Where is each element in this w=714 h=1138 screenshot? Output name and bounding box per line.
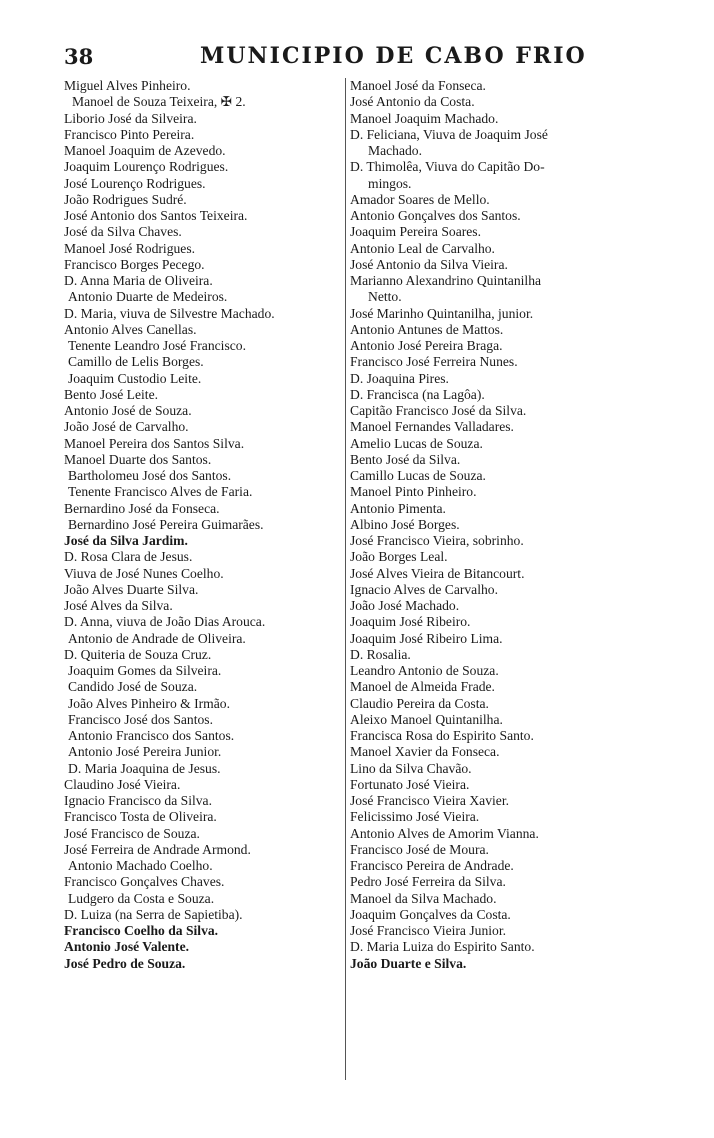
name-entry: José Francisco Vieira, sobrinho. xyxy=(350,533,524,548)
name-entry: Amador Soares de Mello. xyxy=(350,191,490,207)
name-entry: Amelio Lucas de Souza. xyxy=(350,435,483,451)
left-column-name-list xyxy=(64,78,347,972)
name-entry: Bartholomeu José dos Santos. xyxy=(68,468,232,483)
name-entry: Antonio de Andrade de Oliveira. xyxy=(68,630,246,646)
name-entry: D. Luiza (na Serra de Sapietiba). xyxy=(64,906,243,922)
page-header xyxy=(60,40,660,72)
name-entry: Ignacio Alves de Carvalho. xyxy=(350,581,498,597)
name-entry: Miguel Alves Pinheiro. xyxy=(64,78,191,93)
name-entry: Pedro José Ferreira da Silva. xyxy=(350,874,506,890)
name-entry: Bernardino José Pereira Guimarães. xyxy=(68,516,264,532)
name-entry: Joaquim José Ribeiro Lima. xyxy=(350,630,503,646)
column-divider xyxy=(345,78,346,1080)
name-entry: José Marinho Quintanilha, junior. xyxy=(350,305,534,321)
name-entry-text: Marianno Alexandrino Quintanilha xyxy=(350,273,542,288)
name-entry-text: D. Thimolêa, Viuva do Capitão Do- xyxy=(350,159,545,175)
name-entry: Francisco José dos Santos. xyxy=(68,711,213,727)
name-entry: Francisco Gonçalves Chaves. xyxy=(64,874,225,890)
name-entry: Ignacio Francisco da Silva. xyxy=(64,793,212,808)
name-entry: Manoel Fernandes Valladares. xyxy=(350,419,514,435)
name-entry xyxy=(350,127,634,160)
name-entry: Claudio Pereira da Costa. xyxy=(350,695,489,711)
name-entry: D. Anna Maria de Oliveira. xyxy=(64,273,213,288)
name-entry: Joaquim Lourenço Rodrigues. xyxy=(64,159,229,175)
name-entry: D. Francisca (na Lagôa). xyxy=(350,386,485,402)
name-entry: D. Joaquina Pires. xyxy=(350,370,449,386)
page-number: 38 xyxy=(64,44,94,69)
name-entry: Antonio Alves Canellas. xyxy=(64,321,197,337)
name-entry: Joaquim Gomes da Silveira. xyxy=(68,663,222,678)
name-entry: D. Rosa Clara de Jesus. xyxy=(64,549,193,565)
name-entry: D. Maria, viuva de Silvestre Machado. xyxy=(64,305,275,321)
name-entry: Bernardino José da Fonseca. xyxy=(64,500,220,516)
name-entry: João Alves Duarte Silva. xyxy=(64,581,199,597)
name-entry: Ludgero da Costa e Souza. xyxy=(68,890,215,906)
name-entry: Francisco Pinto Pereira. xyxy=(64,126,195,142)
name-entry: Bento José da Silva. xyxy=(350,451,461,467)
name-entry: Liborio José da Silveira. xyxy=(64,110,197,126)
name-entry xyxy=(350,273,634,306)
name-entry-continuation: mingos. xyxy=(368,175,412,191)
name-entry-continuation: Machado. xyxy=(368,143,422,158)
name-entry: Aleixo Manoel Quintanilha. xyxy=(350,711,503,727)
name-entry: Joaquim Pereira Soares. xyxy=(350,224,481,240)
name-entry: Capitão Francisco José da Silva. xyxy=(350,403,527,418)
name-entry: João José Machado. xyxy=(350,598,460,613)
name-entry: João José de Carvalho. xyxy=(64,419,189,435)
name-entry: João Rodrigues Sudré. xyxy=(64,191,187,207)
name-entry: Francisca Rosa do Espirito Santo. xyxy=(350,728,534,743)
name-entry-text: D. Feliciana, Viuva de Joaquim José xyxy=(350,126,548,142)
name-entry: Viuva de José Nunes Coelho. xyxy=(64,565,224,581)
name-entry: Joaquim Gonçalves da Costa. xyxy=(350,906,511,922)
name-entry: José Lourenço Rodrigues. xyxy=(64,175,206,191)
name-entry: José da Silva Chaves. xyxy=(64,224,182,240)
name-entry: Camillo de Lelis Borges. xyxy=(68,354,204,370)
name-entry: Manoel de Almeida Frade. xyxy=(350,679,495,695)
name-entry: Antonio José de Souza. xyxy=(64,403,192,418)
name-entry xyxy=(350,159,634,192)
name-entry: José Pedro de Souza. xyxy=(64,955,186,971)
name-entry: Antonio Gonçalves dos Santos. xyxy=(350,208,521,223)
name-entry: José Antonio dos Santos Teixeira. xyxy=(64,208,248,223)
name-entry: Francisco José de Moura. xyxy=(350,841,489,857)
name-entry: José da Silva Jardim. xyxy=(64,533,188,548)
name-entry: João Duarte e Silva. xyxy=(350,955,467,971)
name-entry: Manoel Joaquim Machado. xyxy=(350,110,499,126)
name-entry: José Alves da Silva. xyxy=(64,598,173,613)
name-entry: Bento José Leite. xyxy=(64,386,159,402)
name-entry: Francisco Pereira de Andrade. xyxy=(350,858,514,873)
name-entry: Felicissimo José Vieira. xyxy=(350,809,480,825)
name-entry: Antonio Duarte de Medeiros. xyxy=(68,289,228,305)
name-entry: Albino José Borges. xyxy=(350,516,460,532)
name-entry: Camillo Lucas de Souza. xyxy=(350,468,486,483)
name-entry: Leandro Antonio de Souza. xyxy=(350,663,499,678)
name-entry: Manoel José da Fonseca. xyxy=(350,78,486,93)
name-entry: João Borges Leal. xyxy=(350,549,448,565)
name-entry: D. Maria Luiza do Espirito Santo. xyxy=(350,939,535,955)
name-entry: Antonio Leal de Carvalho. xyxy=(350,240,495,256)
running-title: MUNICIPIO DE CABO FRIO xyxy=(200,43,587,69)
name-entry: José Francisco Vieira Xavier. xyxy=(350,793,509,808)
name-entry: Fortunato José Vieira. xyxy=(350,776,470,792)
name-entry: Candido José de Souza. xyxy=(68,679,198,695)
name-entry: Joaquim Custodio Leite. xyxy=(68,370,202,386)
name-entry: Tenente Francisco Alves de Faria. xyxy=(68,484,253,500)
name-entry: José Antonio da Costa. xyxy=(350,94,475,110)
name-entry: Antonio José Pereira Junior. xyxy=(68,744,222,760)
name-entry: Francisco Tosta de Oliveira. xyxy=(64,809,217,825)
name-entry: Manoel José Rodrigues. xyxy=(64,240,196,256)
name-entry: João Alves Pinheiro & Irmão. xyxy=(68,695,230,711)
name-entry: José Francisco de Souza. xyxy=(64,825,200,841)
name-entry: D. Anna, viuva de João Dias Arouca. xyxy=(64,614,266,630)
name-entry: Manoel Duarte dos Santos. xyxy=(64,451,212,467)
name-entry: José Antonio da Silva Vieira. xyxy=(350,256,508,272)
name-entry: Antonio José Pereira Braga. xyxy=(350,338,503,353)
name-entry: Manoel da Silva Machado. xyxy=(350,890,497,906)
name-entry: José Francisco Vieira Junior. xyxy=(350,923,506,938)
name-entry: D. Maria Joaquina de Jesus. xyxy=(68,760,221,776)
name-entry: Manoel Joaquim de Azevedo. xyxy=(64,143,226,158)
name-entry: Manoel Pinto Pinheiro. xyxy=(350,484,477,500)
name-entry: Antonio Pimenta. xyxy=(350,500,446,516)
name-entry-continuation: Netto. xyxy=(368,289,402,305)
name-entry: D. Rosalia. xyxy=(350,646,411,662)
name-entry: D. Quiteria de Souza Cruz. xyxy=(64,646,212,662)
name-entry: Francisco Borges Pecego. xyxy=(64,256,205,272)
name-entry: Antonio José Valente. xyxy=(64,939,189,955)
name-entry: Francisco José Ferreira Nunes. xyxy=(350,354,518,370)
name-entry: Manoel de Souza Teixeira, ✠ 2. xyxy=(72,94,246,110)
name-entry: José Ferreira de Andrade Armond. xyxy=(64,841,251,857)
name-entry: Joaquim José Ribeiro. xyxy=(350,614,471,630)
name-entry: Antonio Antunes de Mattos. xyxy=(350,321,504,337)
name-entry: Antonio Alves de Amorim Vianna. xyxy=(350,825,539,841)
name-entry: Antonio Francisco dos Santos. xyxy=(68,728,235,743)
name-entry: Claudino José Vieira. xyxy=(64,776,181,792)
name-entry: Tenente Leandro José Francisco. xyxy=(68,338,246,353)
name-entry: Antonio Machado Coelho. xyxy=(68,858,213,873)
name-entry: Francisco Coelho da Silva. xyxy=(64,923,219,938)
right-column-name-list xyxy=(350,78,634,972)
name-entry: José Alves Vieira de Bitancourt. xyxy=(350,565,525,581)
name-entry: Manoel Pereira dos Santos Silva. xyxy=(64,435,245,451)
name-entry: Lino da Silva Chavão. xyxy=(350,760,472,776)
name-entry: Manoel Xavier da Fonseca. xyxy=(350,744,500,760)
